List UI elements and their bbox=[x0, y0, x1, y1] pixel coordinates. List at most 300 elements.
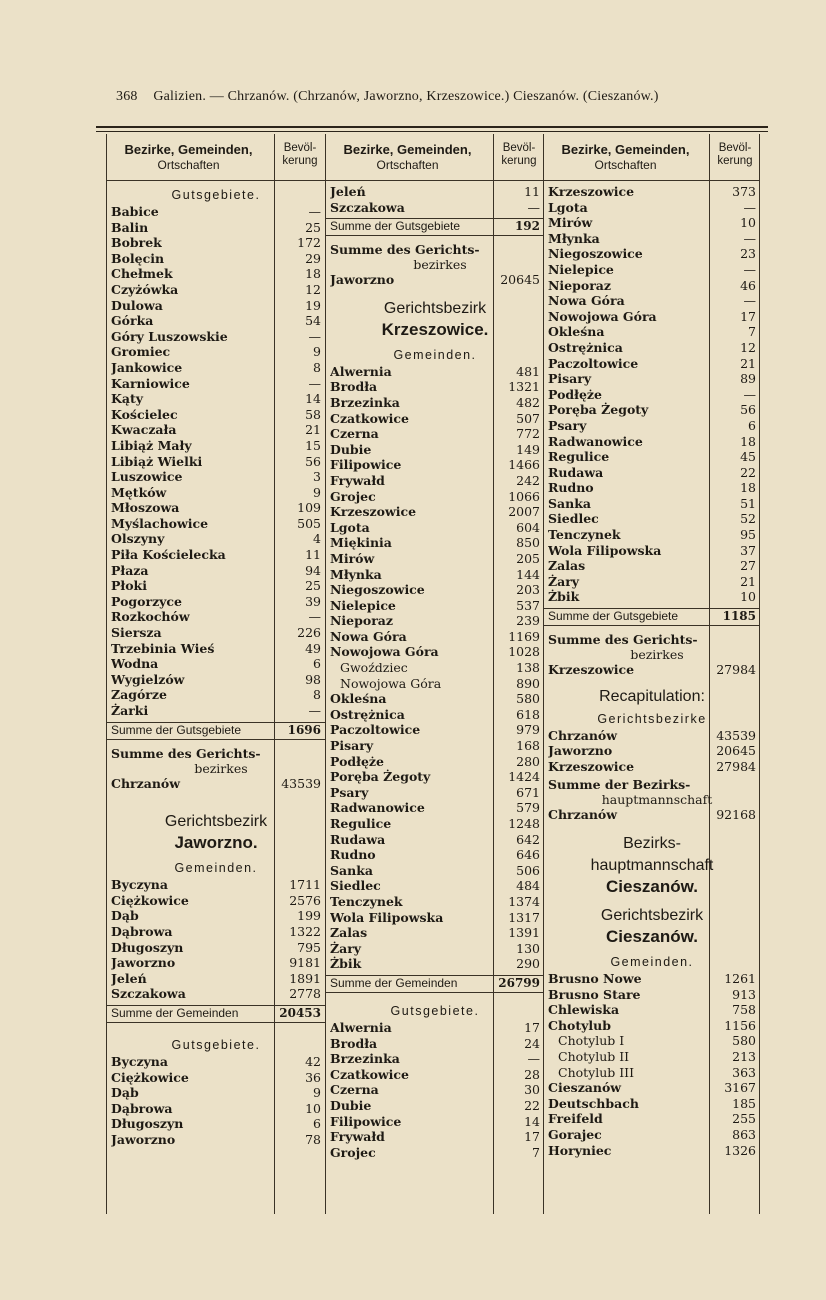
place-name: Szczakowa bbox=[111, 986, 186, 1002]
place-name: Karniowice bbox=[111, 375, 190, 391]
population-value: 18 bbox=[740, 480, 756, 496]
table-row bbox=[544, 1002, 760, 1018]
place-name: Chrzanów bbox=[548, 727, 618, 743]
population-value: 979 bbox=[516, 722, 540, 738]
population-value: 11 bbox=[305, 547, 321, 563]
table-row bbox=[326, 863, 544, 879]
place-name: Wola Filipowska bbox=[330, 909, 444, 925]
population-value: 11 bbox=[524, 184, 540, 199]
table-row bbox=[107, 376, 325, 392]
place-name: Szczakowa bbox=[330, 199, 405, 215]
table-row bbox=[107, 1070, 325, 1086]
table-row bbox=[326, 426, 544, 442]
table-row bbox=[544, 309, 760, 325]
place-name: Długoszyn bbox=[111, 1116, 184, 1132]
population-value: 2778 bbox=[289, 986, 321, 1002]
header-name-line2: Ortschaften bbox=[376, 158, 439, 172]
place-name: Nielepice bbox=[330, 597, 396, 613]
population-value: 51 bbox=[740, 495, 756, 511]
place-name: Dąbrowa bbox=[111, 1100, 173, 1116]
place-name: Brusno Nowe bbox=[548, 971, 642, 986]
population-value: 9 bbox=[313, 484, 321, 500]
table-row bbox=[326, 379, 544, 395]
district-sum bbox=[544, 629, 760, 662]
column-header bbox=[326, 134, 544, 181]
table-row bbox=[544, 1111, 760, 1127]
table-row bbox=[326, 1082, 544, 1098]
place-name: Kwaczała bbox=[111, 422, 177, 438]
table-row bbox=[107, 1101, 325, 1117]
table-row bbox=[107, 893, 325, 909]
population-value: 109 bbox=[297, 500, 321, 516]
population-value: 17 bbox=[524, 1129, 540, 1145]
place-name: Wola Filipowska bbox=[548, 542, 662, 558]
place-name: Żary bbox=[548, 573, 580, 589]
place-name: Tenczynek bbox=[330, 893, 403, 909]
population-value: — bbox=[743, 293, 756, 309]
population-value: 242 bbox=[516, 472, 540, 488]
table-row bbox=[107, 908, 325, 924]
district-sum-label: Summe des Gerichts- bbox=[330, 242, 480, 258]
district-name: Jaworzno. bbox=[174, 833, 258, 853]
place-name: Nowojowa Góra bbox=[548, 308, 657, 324]
table-row bbox=[326, 535, 544, 551]
population-value: — bbox=[527, 199, 540, 215]
header-pop-line2: kerung bbox=[717, 155, 753, 167]
place-name: Siedlec bbox=[330, 878, 381, 894]
population-value: 1321 bbox=[508, 379, 540, 395]
population-value: 481 bbox=[516, 363, 540, 379]
sum-label: Summe der Gemeinden bbox=[111, 1005, 239, 1020]
place-name: Żary bbox=[330, 940, 362, 956]
place-name: Nieporaz bbox=[548, 277, 611, 293]
table-row bbox=[544, 215, 760, 231]
table-row bbox=[326, 504, 544, 520]
population-value: 6 bbox=[313, 656, 321, 672]
table-row bbox=[107, 266, 325, 282]
population-value: 27 bbox=[740, 558, 756, 574]
table-row bbox=[326, 567, 544, 583]
table-row bbox=[107, 594, 325, 610]
spacer bbox=[107, 791, 325, 811]
population-value: 17 bbox=[740, 308, 756, 324]
population-value: 642 bbox=[516, 831, 540, 847]
population-value: 58 bbox=[305, 406, 321, 422]
place-name: Pogorzyce bbox=[111, 593, 182, 609]
place-name: Pisary bbox=[548, 371, 592, 387]
sum-label: Summe der Gutsgebiete bbox=[111, 722, 242, 737]
population-value: 671 bbox=[516, 784, 540, 800]
district-sum-name: Chrzanów bbox=[548, 807, 618, 823]
table-row bbox=[107, 531, 325, 547]
district-sum-label: Summe des Gerichts- bbox=[548, 632, 698, 648]
table-row bbox=[326, 489, 544, 505]
population-value: 1169 bbox=[508, 628, 540, 644]
place-name: Paczoltowice bbox=[548, 355, 639, 371]
table-row bbox=[107, 407, 325, 423]
header-name-line1: Bezirke, Gemeinden, bbox=[561, 142, 690, 157]
table-row bbox=[326, 894, 544, 910]
place-name: Libiąż Wielki bbox=[111, 453, 203, 469]
place-name: Krzeszowice bbox=[330, 504, 417, 520]
population-value: 10 bbox=[740, 215, 756, 231]
table-row bbox=[326, 598, 544, 614]
population-value: 1066 bbox=[508, 488, 540, 504]
district-sum-value: 27984 bbox=[716, 662, 756, 678]
place-name: Niegoszowice bbox=[330, 582, 425, 598]
population-value: — bbox=[527, 1051, 540, 1067]
place-name: Młynka bbox=[330, 566, 382, 582]
table-row bbox=[107, 971, 325, 987]
place-name: Piła Kościelecka bbox=[111, 547, 226, 563]
population-value: 12 bbox=[740, 339, 756, 355]
district-title: Gerichtsbezirk bbox=[383, 299, 487, 317]
population-value: — bbox=[308, 375, 321, 391]
table-row bbox=[107, 298, 325, 314]
population-value: 56 bbox=[740, 402, 756, 418]
place-name: Siedlec bbox=[548, 511, 599, 527]
table-row bbox=[326, 184, 544, 200]
table-row bbox=[326, 411, 544, 427]
population-value: — bbox=[743, 199, 756, 215]
column-header bbox=[544, 134, 760, 181]
sum-value: 1185 bbox=[722, 609, 756, 624]
place-name: Gorajec bbox=[548, 1126, 602, 1142]
place-name: Dąb bbox=[111, 1085, 139, 1101]
population-value: 373 bbox=[732, 184, 756, 199]
population-value: 28 bbox=[524, 1066, 540, 1082]
place-name: Radwanowice bbox=[548, 433, 643, 449]
place-name: Jeleń bbox=[111, 970, 147, 986]
place-name: Radwanowice bbox=[330, 800, 425, 816]
column-1 bbox=[107, 134, 325, 1214]
population-value: 1322 bbox=[289, 923, 321, 939]
district-sum-label2: bezirkes bbox=[413, 257, 467, 273]
population-value: 1317 bbox=[508, 909, 540, 925]
table-row bbox=[544, 1143, 760, 1159]
place-name: Sanka bbox=[548, 495, 591, 511]
place-name: Babice bbox=[111, 204, 159, 219]
table-row bbox=[326, 1020, 544, 1036]
table-row bbox=[107, 547, 325, 563]
place-name: Brzezinka bbox=[330, 394, 400, 410]
table-row bbox=[326, 910, 544, 926]
place-name: Zalas bbox=[330, 925, 368, 941]
place-name: Czatkowice bbox=[330, 1066, 409, 1082]
top-rule-thin bbox=[96, 131, 768, 132]
table-row bbox=[107, 578, 325, 594]
population-value: 22 bbox=[740, 464, 756, 480]
population-value: 12 bbox=[305, 281, 321, 297]
spacer bbox=[544, 823, 760, 833]
district-name: Krzeszowice. bbox=[381, 319, 489, 339]
population-value: 138 bbox=[516, 660, 540, 676]
population-value: 25 bbox=[305, 578, 321, 594]
place-name: Miękinia bbox=[330, 535, 392, 551]
section-title: Gemeinden. bbox=[610, 955, 694, 969]
table-row bbox=[544, 324, 760, 340]
place-name: Rudno bbox=[548, 480, 594, 496]
place-name: Balin bbox=[111, 219, 149, 235]
table-row bbox=[544, 402, 760, 418]
section-title: Gemeinden. bbox=[393, 347, 477, 362]
recap-subtitle: Gerichtsbezirke bbox=[597, 711, 707, 726]
place-name: Czatkowice bbox=[330, 410, 409, 426]
table-row bbox=[326, 1098, 544, 1114]
table-row bbox=[107, 469, 325, 485]
population-value: 10 bbox=[740, 589, 756, 605]
table-row bbox=[544, 1033, 760, 1049]
place-name: Olszyny bbox=[111, 531, 165, 547]
place-name: Filipowice bbox=[330, 457, 402, 473]
table-row bbox=[326, 707, 544, 723]
place-name: Dulowa bbox=[111, 297, 163, 313]
place-name: Mirów bbox=[548, 215, 593, 231]
table-row bbox=[544, 418, 760, 434]
table-row bbox=[544, 743, 760, 759]
population-value: 913 bbox=[732, 986, 756, 1002]
table-row bbox=[544, 465, 760, 481]
population-value: 14 bbox=[305, 391, 321, 407]
population-value: 185 bbox=[732, 1095, 756, 1111]
place-name: Paczoltowice bbox=[330, 722, 421, 738]
place-name: Brzezinka bbox=[330, 1051, 400, 1067]
population-value: 1891 bbox=[289, 970, 321, 986]
table-row bbox=[107, 360, 325, 376]
population-value: — bbox=[743, 261, 756, 277]
section-title: Gemeinden. bbox=[174, 861, 258, 876]
place-name: Gromiec bbox=[111, 344, 171, 360]
column-3-body bbox=[544, 184, 760, 1158]
population-value: 484 bbox=[516, 878, 540, 894]
table-row bbox=[326, 847, 544, 863]
population-value: 149 bbox=[516, 441, 540, 457]
sum-label: Summe der Gutsgebiete bbox=[330, 219, 461, 234]
population-value: 25 bbox=[305, 219, 321, 235]
table-row bbox=[544, 589, 760, 605]
sum-row bbox=[326, 218, 544, 236]
place-name: Górka bbox=[111, 313, 154, 329]
population-value: 213 bbox=[732, 1048, 756, 1064]
place-name: Nieporaz bbox=[330, 613, 393, 629]
table-row bbox=[326, 925, 544, 941]
table-row bbox=[107, 344, 325, 360]
population-value: 22 bbox=[524, 1097, 540, 1113]
population-value: 890 bbox=[516, 675, 540, 691]
place-name: Krzeszowice bbox=[548, 758, 635, 774]
place-name: Chotylub bbox=[548, 1017, 611, 1033]
table-row bbox=[107, 438, 325, 454]
authority-title2: hauptmannschaft bbox=[590, 857, 714, 874]
population-value: 363 bbox=[732, 1064, 756, 1080]
district-sum bbox=[107, 743, 325, 776]
table-row bbox=[544, 371, 760, 387]
table-row bbox=[107, 955, 325, 971]
population-value: 4 bbox=[313, 531, 321, 547]
place-name: Brodła bbox=[330, 379, 378, 395]
header-name-line1: Bezirke, Gemeinden, bbox=[343, 142, 472, 157]
place-name: Dubie bbox=[330, 441, 372, 457]
place-name: Płoki bbox=[111, 578, 147, 594]
district-sum-label2: hauptmannschaft bbox=[601, 792, 713, 808]
population-value: 45 bbox=[740, 449, 756, 465]
population-value: 3 bbox=[313, 469, 321, 485]
place-name: Chełmek bbox=[111, 266, 173, 282]
sum-label: Summe der Gutsgebiete bbox=[548, 609, 679, 624]
table-row bbox=[107, 422, 325, 438]
table-row bbox=[544, 246, 760, 262]
table-row bbox=[326, 629, 544, 645]
spacer bbox=[107, 1026, 325, 1034]
table-row bbox=[544, 558, 760, 574]
table-row bbox=[544, 971, 760, 987]
place-name: Rudno bbox=[330, 847, 376, 863]
column-2-body bbox=[326, 184, 544, 1160]
place-name: Ciężkowice bbox=[111, 892, 189, 908]
population-value: 78 bbox=[305, 1131, 321, 1147]
table-row bbox=[544, 340, 760, 356]
place-name: Czyżówka bbox=[111, 281, 179, 297]
population-value: 1374 bbox=[508, 893, 540, 909]
page-title: Galizien. — Chrzanów. (Chrzanów, Jaworzno, Krzeszowice.) Cieszanów. (Cieszanów.) bbox=[153, 89, 659, 104]
place-name: Pisary bbox=[330, 738, 374, 754]
place-name: Rudawa bbox=[330, 831, 386, 847]
population-value: 6 bbox=[748, 417, 756, 433]
population-value: 9 bbox=[313, 1085, 321, 1101]
table-row bbox=[107, 500, 325, 516]
header-name-line2: Ortschaften bbox=[157, 158, 220, 172]
header-pop-line1: Bevöl- bbox=[718, 142, 752, 154]
table-row bbox=[107, 1116, 325, 1132]
section-title: Gutsgebiete. bbox=[171, 1037, 261, 1052]
spacer bbox=[326, 288, 544, 298]
population-value: 24 bbox=[524, 1035, 540, 1051]
population-value: 1424 bbox=[508, 769, 540, 785]
section-title: Gutsgebiete. bbox=[171, 188, 261, 202]
place-name: Luszowice bbox=[111, 469, 183, 485]
place-name: Lgota bbox=[548, 199, 588, 215]
place-name: Byczyna bbox=[111, 877, 168, 893]
place-name: Góry Luszowskie bbox=[111, 328, 228, 344]
population-value: 1028 bbox=[508, 644, 540, 660]
place-name: Nowa Góra bbox=[330, 628, 407, 644]
population-value: 39 bbox=[305, 593, 321, 609]
table-row bbox=[326, 816, 544, 832]
page-number: 368 bbox=[116, 89, 138, 104]
sum-value: 192 bbox=[514, 219, 540, 234]
table-row bbox=[326, 582, 544, 598]
sum-row bbox=[544, 608, 760, 626]
table-row bbox=[107, 1085, 325, 1101]
place-name: Chlewiska bbox=[548, 1002, 620, 1018]
place-name: Żbik bbox=[548, 589, 580, 605]
place-name: Wygielzów bbox=[111, 671, 185, 687]
population-value: 205 bbox=[516, 550, 540, 566]
population-value: 7 bbox=[532, 1144, 540, 1160]
table-row bbox=[107, 235, 325, 251]
population-value: 43539 bbox=[716, 727, 756, 743]
table-row bbox=[544, 387, 760, 403]
population-value: 255 bbox=[732, 1111, 756, 1127]
population-value: — bbox=[743, 230, 756, 246]
table-row bbox=[326, 754, 544, 770]
place-name: Zagórze bbox=[111, 687, 167, 703]
place-name: Libiąż Mały bbox=[111, 437, 192, 453]
population-value: 21 bbox=[740, 355, 756, 371]
population-value: 49 bbox=[305, 640, 321, 656]
section-title: Gutsgebiete. bbox=[390, 1003, 480, 1018]
table-row bbox=[326, 613, 544, 629]
table-row bbox=[107, 687, 325, 703]
population-value: 2576 bbox=[289, 892, 321, 908]
table-row bbox=[326, 520, 544, 536]
place-name: Sanka bbox=[330, 862, 373, 878]
population-value: 42 bbox=[305, 1053, 321, 1069]
population-value: 2007 bbox=[508, 504, 540, 520]
place-name: Chotylub II bbox=[558, 1048, 630, 1064]
population-value: 9181 bbox=[289, 955, 321, 971]
population-value: 482 bbox=[516, 394, 540, 410]
population-value: 9 bbox=[313, 344, 321, 360]
table-row bbox=[544, 200, 760, 216]
place-name: Okleśna bbox=[330, 691, 387, 707]
table-row bbox=[544, 449, 760, 465]
population-value: 29 bbox=[305, 250, 321, 266]
table-row bbox=[326, 738, 544, 754]
table-row bbox=[544, 511, 760, 527]
header-pop-line2: kerung bbox=[501, 155, 537, 167]
population-value: 14 bbox=[524, 1113, 540, 1129]
population-value: 795 bbox=[297, 939, 321, 955]
page-header bbox=[116, 89, 659, 105]
table-row bbox=[544, 1080, 760, 1096]
table-row bbox=[326, 1129, 544, 1145]
place-name: Psary bbox=[548, 417, 587, 433]
table-row bbox=[107, 454, 325, 470]
table-row bbox=[107, 1054, 325, 1070]
population-value: 580 bbox=[516, 691, 540, 707]
population-value: 54 bbox=[305, 313, 321, 329]
place-name: Regulice bbox=[548, 449, 610, 465]
population-value: 36 bbox=[305, 1069, 321, 1085]
district-name: Cieszanów. bbox=[606, 927, 698, 946]
table-row bbox=[544, 759, 760, 775]
sum-value: 1696 bbox=[287, 722, 321, 737]
population-value: 18 bbox=[305, 266, 321, 282]
place-name: Krzeszowice bbox=[548, 184, 635, 199]
header-name-line1: Bezirke, Gemeinden, bbox=[124, 142, 253, 157]
place-name: Myślachowice bbox=[111, 515, 209, 531]
table-row bbox=[107, 672, 325, 688]
place-name: Zalas bbox=[548, 558, 586, 574]
table-row bbox=[107, 877, 325, 893]
place-name: Kościelec bbox=[111, 406, 178, 422]
place-name: Rozkochów bbox=[111, 609, 190, 625]
column-2 bbox=[325, 134, 544, 1214]
table-row bbox=[107, 282, 325, 298]
population-value: 506 bbox=[516, 862, 540, 878]
place-name: Jankowice bbox=[111, 359, 183, 375]
table-row bbox=[326, 722, 544, 738]
population-value: 6 bbox=[313, 1116, 321, 1132]
population-value: 507 bbox=[516, 410, 540, 426]
place-name: Freifeld bbox=[548, 1111, 603, 1127]
table-row bbox=[326, 1145, 544, 1161]
population-value: 27984 bbox=[716, 758, 756, 774]
population-value: — bbox=[308, 204, 321, 219]
population-value: — bbox=[308, 609, 321, 625]
place-name: Lgota bbox=[330, 519, 370, 535]
